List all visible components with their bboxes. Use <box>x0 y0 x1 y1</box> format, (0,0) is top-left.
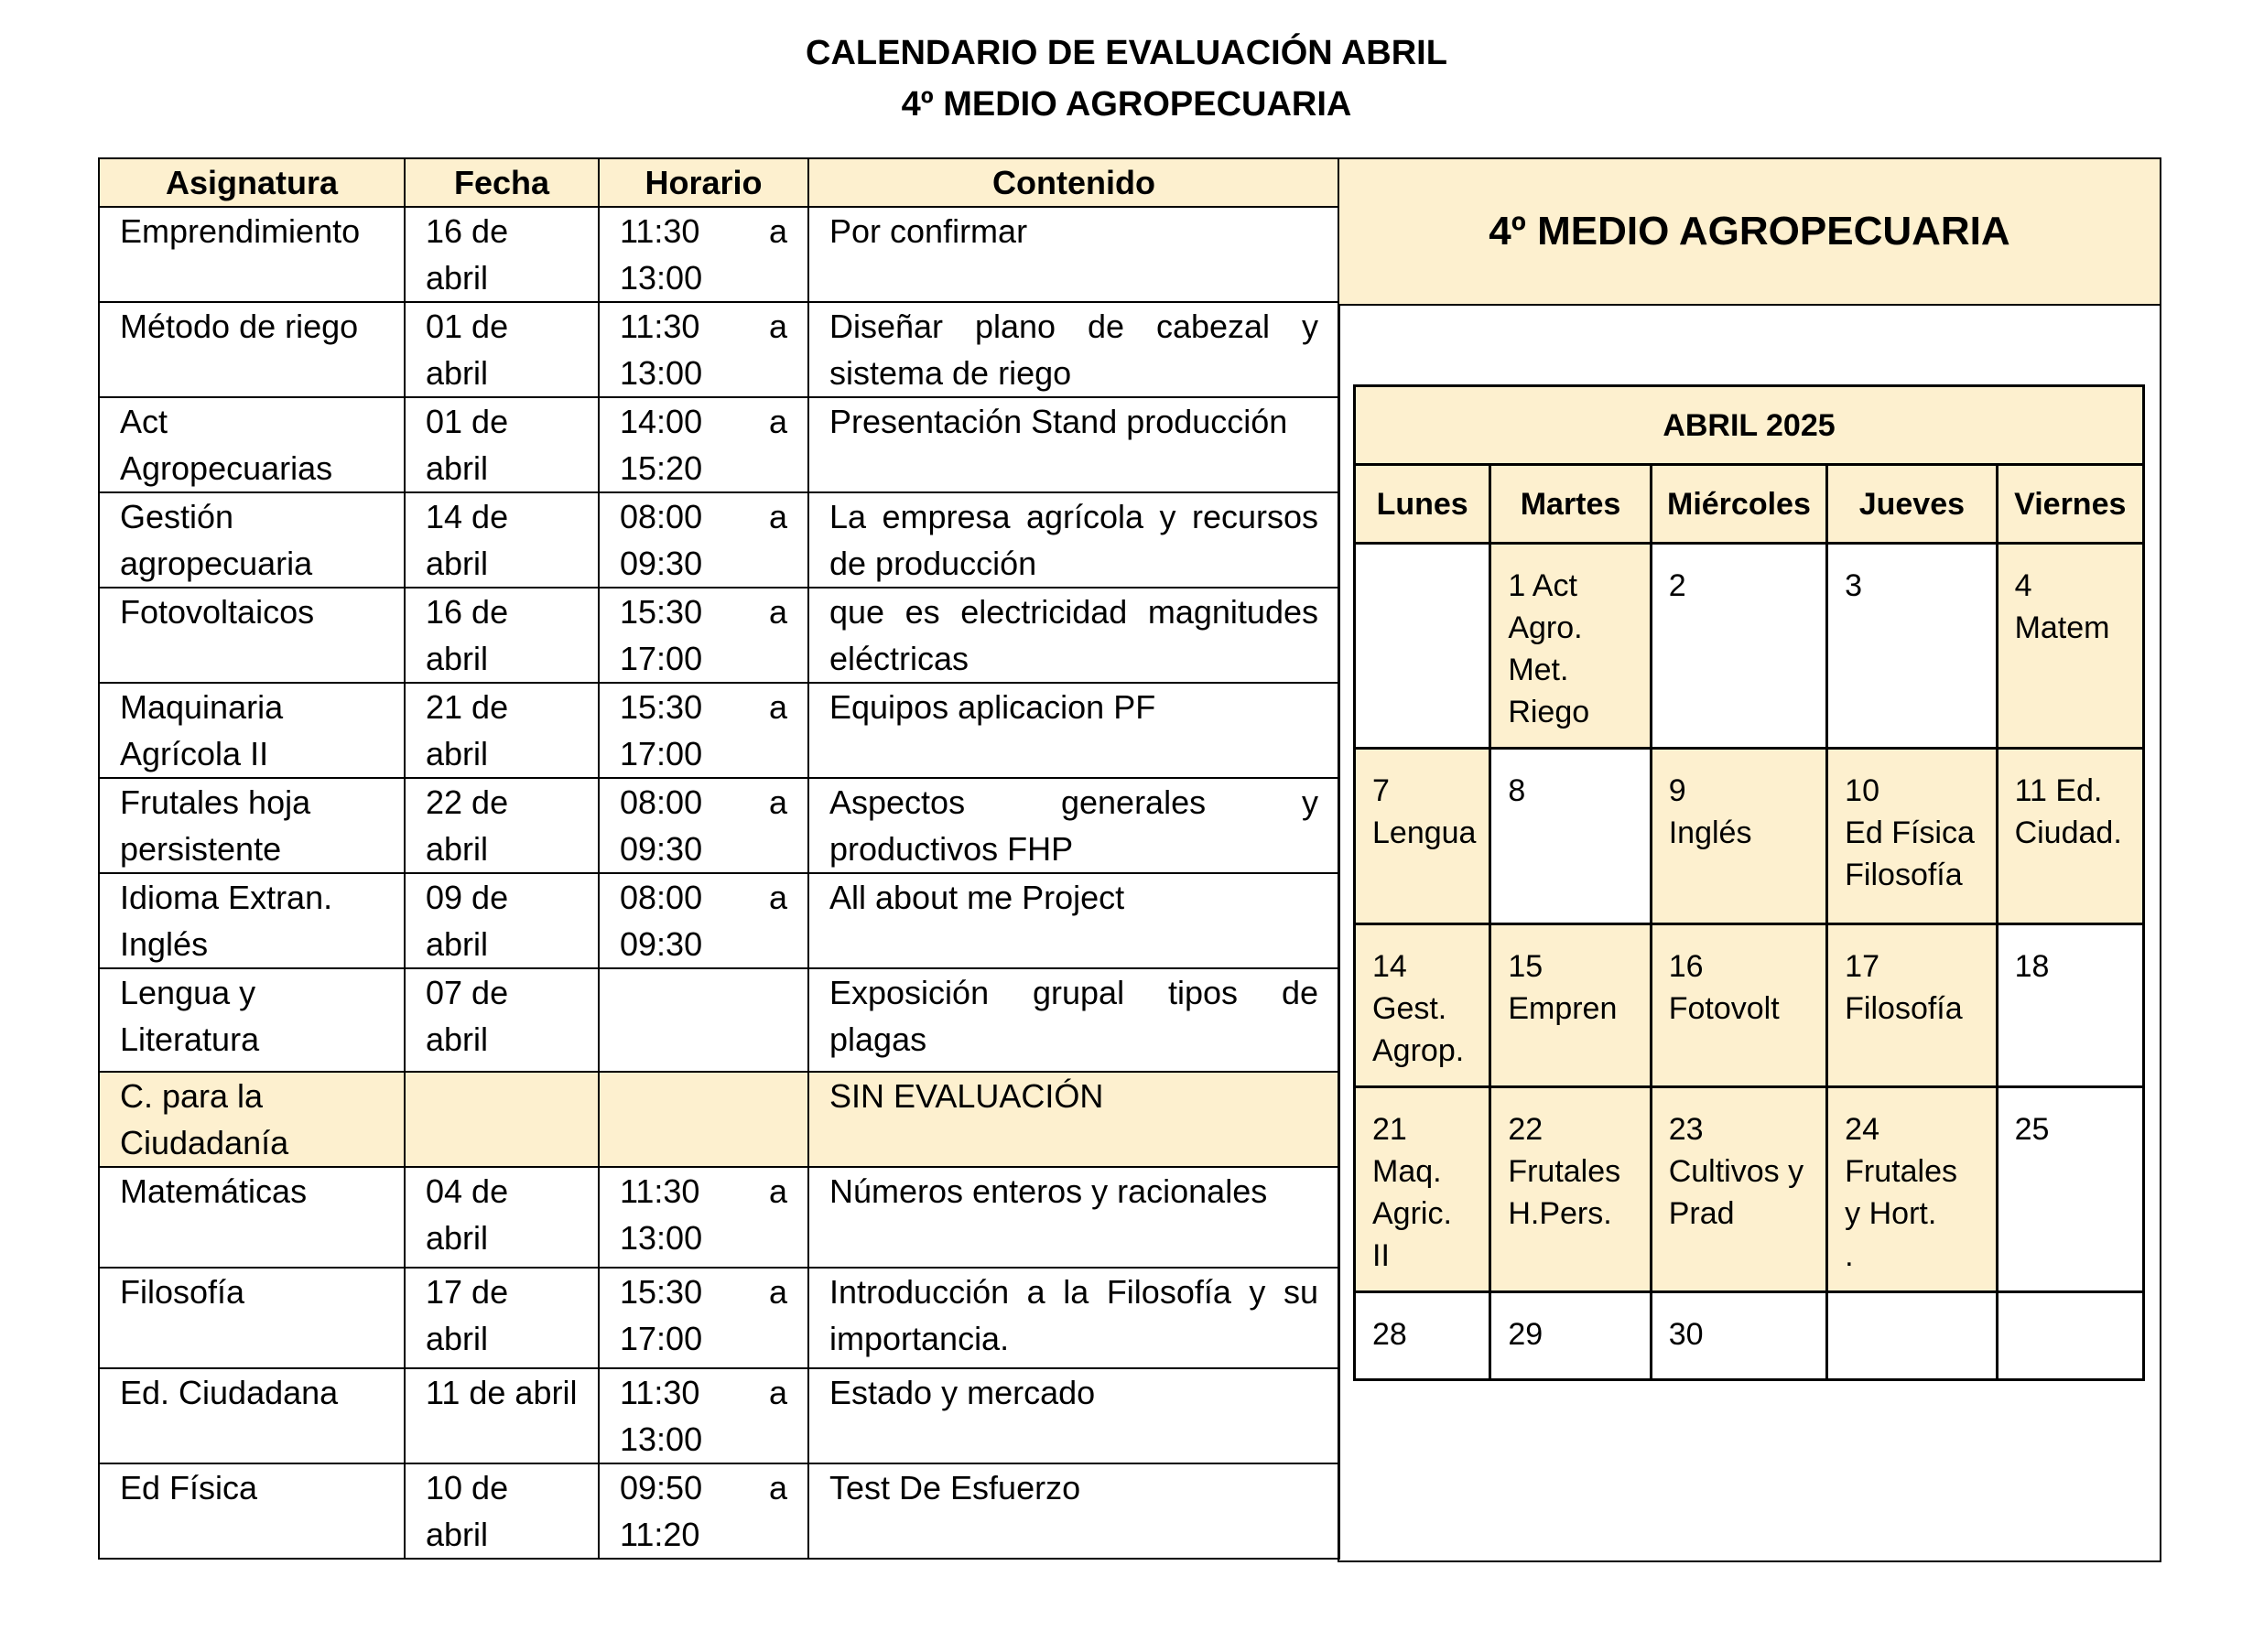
cell-horario <box>599 1072 808 1167</box>
cell-fecha: 04 de abril <box>405 1167 599 1268</box>
cell-asignatura: Maquinaria Agrícola II <box>99 683 405 778</box>
cell-horario <box>599 397 808 492</box>
horario-separator: a <box>768 879 787 916</box>
calendar-day-text: 22 Frutales H.Pers. <box>1508 1112 1621 1231</box>
horario-inicio: 09:50 <box>620 1469 703 1506</box>
calendar-day-text: 2 <box>1668 568 1686 603</box>
calendar-day-text: 7 Lengua <box>1372 773 1477 850</box>
cell-fecha: 07 de abril <box>405 968 599 1072</box>
cell-fecha: 01 de abril <box>405 397 599 492</box>
title-line-2: 4º MEDIO AGROPECUARIA <box>901 85 1352 124</box>
horario-fin: 13:00 <box>620 354 703 392</box>
table-row <box>99 1368 1339 1463</box>
calendar-day-text: 30 <box>1668 1317 1704 1352</box>
calendar-day-cell <box>1490 544 1651 749</box>
cell-asignatura: Emprendimiento <box>99 207 405 302</box>
calendar-day-cell <box>1997 544 2143 749</box>
cell-fecha: 09 de abril <box>405 873 599 968</box>
cell-contenido: Aspectos generales y productivos FHP <box>808 778 1339 873</box>
header-contenido: Contenido <box>808 158 1339 207</box>
cell-asignatura: Matemáticas <box>99 1167 405 1268</box>
table-row <box>99 1167 1339 1268</box>
calendar-day-cell <box>1355 924 1490 1087</box>
evaluation-table-header <box>99 158 1339 207</box>
cell-contenido: Exposición grupal tipos de plagas <box>808 968 1339 1072</box>
header-fecha: Fecha <box>405 158 599 207</box>
table-row <box>99 1072 1339 1167</box>
cell-horario <box>599 683 808 778</box>
table-row <box>99 397 1339 492</box>
horario-fin: 13:00 <box>620 1420 703 1458</box>
calendar-week <box>1355 544 2144 749</box>
cell-asignatura: Idioma Extran. Inglés <box>99 873 405 968</box>
document-title <box>0 27 2253 130</box>
calendar-day-cell <box>1997 924 2143 1087</box>
cell-fecha: 22 de abril <box>405 778 599 873</box>
cell-fecha: 16 de abril <box>405 207 599 302</box>
calendar-day-cell <box>1827 1087 1997 1292</box>
cell-horario <box>599 968 808 1072</box>
cell-horario <box>599 492 808 588</box>
horario-fin: 17:00 <box>620 735 703 772</box>
cell-asignatura: Frutales hoja persistente <box>99 778 405 873</box>
horario-inicio: 15:30 <box>620 593 703 631</box>
horario-separator: a <box>768 688 787 726</box>
table-row <box>99 778 1339 873</box>
cell-contenido: Test De Esfuerzo <box>808 1463 1339 1559</box>
calendar-day-text: 14 Gest. Agrop. <box>1372 949 1465 1068</box>
horario-fin: 09:30 <box>620 925 703 963</box>
calendar-day-text: 18 <box>2014 949 2050 984</box>
calendar-day-cell <box>1490 749 1651 924</box>
cell-horario <box>599 778 808 873</box>
calendar-day-text: 28 <box>1372 1317 1407 1352</box>
horario-inicio: 11:30 <box>620 1172 700 1210</box>
calendar-day-header: Martes <box>1490 465 1651 544</box>
horario-fin: 09:30 <box>620 545 703 582</box>
horario-fin: 17:00 <box>620 1320 703 1357</box>
calendar-day-cell <box>1651 1087 1826 1292</box>
cell-horario <box>599 873 808 968</box>
cell-fecha: 16 de abril <box>405 588 599 683</box>
horario-separator: a <box>768 1469 787 1506</box>
calendar-day-header: Lunes <box>1355 465 1490 544</box>
side-header: 4º MEDIO AGROPECUARIA <box>1339 159 2160 306</box>
calendar-day-text: 9 Inglés <box>1668 773 1752 850</box>
table-row <box>99 968 1339 1072</box>
cell-contenido: Introducción a la Filosofía y su importancia. <box>808 1268 1339 1368</box>
cell-horario <box>599 1368 808 1463</box>
horario-separator: a <box>768 783 787 821</box>
calendar-week <box>1355 924 2144 1087</box>
calendar-day-cell <box>1827 924 1997 1087</box>
header-asignatura: Asignatura <box>99 158 405 207</box>
table-row <box>99 1463 1339 1559</box>
calendar-day-text: 4 Matem <box>2014 568 2110 645</box>
table-row <box>99 302 1339 397</box>
horario-separator: a <box>768 308 787 345</box>
cell-asignatura: Filosofía <box>99 1268 405 1368</box>
horario-inicio: 15:30 <box>620 688 703 726</box>
calendar-title: ABRIL 2025 <box>1355 386 2144 465</box>
horario-separator: a <box>768 593 787 631</box>
horario-separator: a <box>768 1172 787 1210</box>
horario-separator: a <box>768 498 787 535</box>
calendar-week <box>1355 1292 2144 1380</box>
calendar-day-text: 29 <box>1508 1317 1544 1352</box>
table-row <box>99 873 1339 968</box>
calendar-day-cell <box>1997 749 2143 924</box>
cell-asignatura: Gestión agropecuaria <box>99 492 405 588</box>
calendar-day-cell <box>1490 1292 1651 1380</box>
calendar-day-cell <box>1651 749 1826 924</box>
horario-fin: 17:00 <box>620 640 703 677</box>
horario-inicio: 11:30 <box>620 308 700 345</box>
header-horario: Horario <box>599 158 808 207</box>
cell-fecha <box>405 1072 599 1167</box>
cell-contenido: que es electricidad magnitudes eléctricas <box>808 588 1339 683</box>
cell-horario <box>599 1268 808 1368</box>
cell-fecha: 10 de abril <box>405 1463 599 1559</box>
calendar-day-cell <box>1651 544 1826 749</box>
cell-fecha: 11 de abril <box>405 1368 599 1463</box>
cell-horario <box>599 1167 808 1268</box>
cell-asignatura: Fotovoltaicos <box>99 588 405 683</box>
table-row <box>99 207 1339 302</box>
table-row <box>99 683 1339 778</box>
cell-horario <box>599 302 808 397</box>
cell-contenido: La empresa agrícola y recursos de producción <box>808 492 1339 588</box>
cell-fecha: 17 de abril <box>405 1268 599 1368</box>
horario-inicio: 11:30 <box>620 212 700 250</box>
cell-fecha: 01 de abril <box>405 302 599 397</box>
cell-contenido: Diseñar plano de cabezal y sistema de riego <box>808 302 1339 397</box>
cell-contenido: Estado y mercado <box>808 1368 1339 1463</box>
cell-horario <box>599 207 808 302</box>
calendar-day-text: 17 Filosofía <box>1845 949 1963 1026</box>
calendar-day-text: 10 Ed Física Filosofía <box>1845 773 1975 892</box>
cell-horario <box>599 1463 808 1559</box>
evaluation-table <box>98 157 1340 1560</box>
cell-contenido: SIN EVALUACIÓN <box>808 1072 1339 1167</box>
horario-inicio: 08:00 <box>620 879 703 916</box>
cell-asignatura: Método de riego <box>99 302 405 397</box>
title-line-1: CALENDARIO DE EVALUACIÓN ABRIL <box>806 34 1447 72</box>
horario-separator: a <box>768 403 787 440</box>
calendar-day-text: 1 Act Agro. Met. Riego <box>1508 568 1590 729</box>
table-row <box>99 588 1339 683</box>
calendar-day-cell <box>1490 924 1651 1087</box>
calendar-day-text: 16 Fotovolt <box>1668 949 1780 1026</box>
cell-contenido: Por confirmar <box>808 207 1339 302</box>
horario-separator: a <box>768 1273 787 1311</box>
horario-inicio: 08:00 <box>620 783 703 821</box>
horario-fin: 09:30 <box>620 830 703 868</box>
cell-contenido: Equipos aplicacion PF <box>808 683 1339 778</box>
calendar-day-cell <box>1490 1087 1651 1292</box>
calendar-week <box>1355 1087 2144 1292</box>
calendar-day-header: Miércoles <box>1651 465 1826 544</box>
cell-asignatura: Lengua y Literatura <box>99 968 405 1072</box>
cell-contenido: Números enteros y racionales <box>808 1167 1339 1268</box>
cell-horario <box>599 588 808 683</box>
calendar-day-cell <box>1651 924 1826 1087</box>
horario-fin: 13:00 <box>620 259 703 297</box>
calendar-day-text: 11 Ed. Ciudad. <box>2014 773 2122 850</box>
cell-asignatura: Ed. Ciudadana <box>99 1368 405 1463</box>
calendar-day-text: 24 Frutales y Hort. . <box>1845 1112 1957 1273</box>
calendar-day-cell <box>1355 1292 1490 1380</box>
calendar-day-cell <box>1827 1292 1997 1380</box>
horario-fin: 13:00 <box>620 1219 703 1257</box>
cell-asignatura: C. para la Ciudadanía <box>99 1072 405 1167</box>
cell-fecha: 21 de abril <box>405 683 599 778</box>
cell-asignatura: Act Agropecuarias <box>99 397 405 492</box>
calendar-week <box>1355 749 2144 924</box>
calendar-day-cell <box>1651 1292 1826 1380</box>
horario-fin: 15:20 <box>620 449 703 487</box>
calendar-day-text: 8 <box>1508 773 1526 808</box>
horario-inicio: 08:00 <box>620 498 703 535</box>
calendar-day-cell <box>1827 544 1997 749</box>
calendar-day-cell <box>1355 544 1490 749</box>
cell-fecha: 14 de abril <box>405 492 599 588</box>
cell-contenido: Presentación Stand producción <box>808 397 1339 492</box>
calendar-day-header: Viernes <box>1997 465 2143 544</box>
horario-inicio: 14:00 <box>620 403 703 440</box>
calendar-day-cell <box>1827 749 1997 924</box>
calendar-day-cell <box>1355 1087 1490 1292</box>
calendar-day-text: 3 <box>1845 568 1863 603</box>
horario-inicio: 15:30 <box>620 1273 703 1311</box>
horario-fin: 11:20 <box>620 1516 700 1553</box>
cell-contenido: All about me Project <box>808 873 1339 968</box>
horario-separator: a <box>768 212 787 250</box>
calendar-day-cell <box>1997 1292 2143 1380</box>
april-calendar <box>1353 384 2145 1381</box>
calendar-day-cell <box>1355 749 1490 924</box>
calendar-day-header: Jueves <box>1827 465 1997 544</box>
horario-separator: a <box>768 1374 787 1411</box>
table-row <box>99 492 1339 588</box>
calendar-day-text: 15 Empren <box>1508 949 1618 1026</box>
calendar-day-text: 25 <box>2014 1112 2050 1147</box>
horario-inicio: 11:30 <box>620 1374 700 1411</box>
calendar-day-cell <box>1997 1087 2143 1292</box>
cell-asignatura: Ed Física <box>99 1463 405 1559</box>
table-row <box>99 1268 1339 1368</box>
calendar-day-text: 21 Maq. Agric. II <box>1372 1112 1452 1273</box>
calendar-day-text: 23 Cultivos y Prad <box>1668 1112 1804 1231</box>
